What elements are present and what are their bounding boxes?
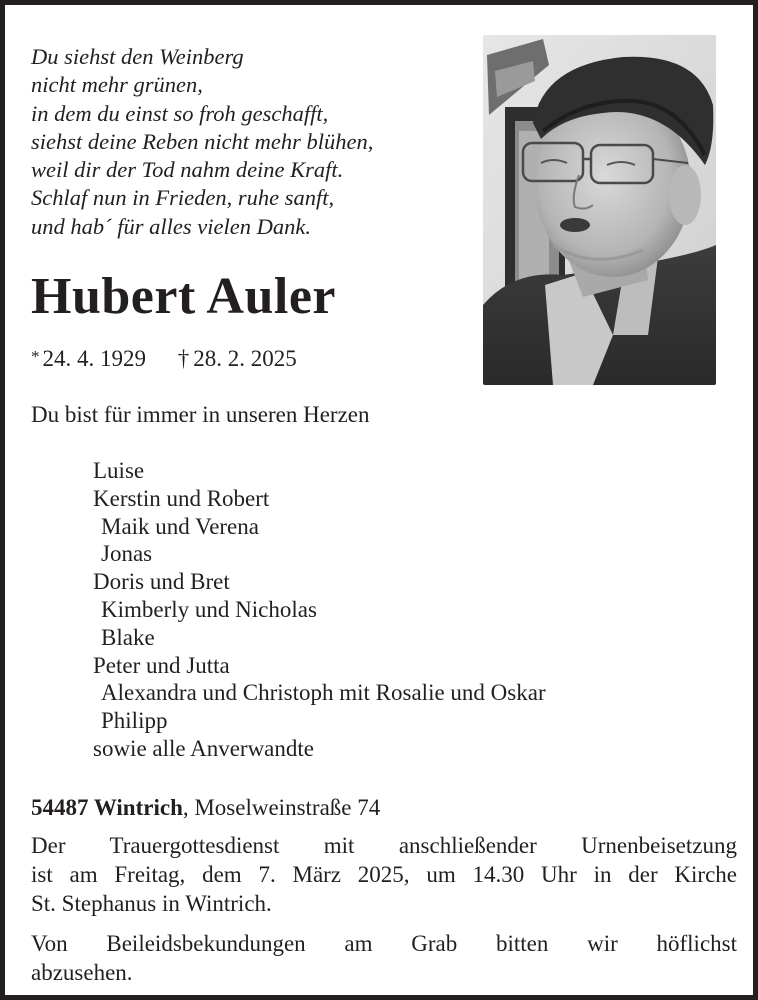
poem-line: in dem du einst so froh geschafft, — [31, 100, 329, 126]
request-line: abzusehen. — [31, 960, 133, 985]
poem-line: nicht mehr grünen, — [31, 72, 203, 98]
mourner-entry: Maik und Verena — [101, 513, 259, 539]
deceased-name: Hubert Auler — [31, 268, 336, 325]
mourner-entry: Peter und Jutta — [93, 652, 230, 678]
mourner-entry: Doris und Bret — [93, 569, 230, 595]
mourner-entry: Jonas — [101, 541, 153, 567]
family-address — [31, 793, 380, 823]
mourner-entry: sowie alle Anverwandte — [93, 735, 314, 761]
portrait-illustration — [483, 35, 716, 385]
service-line: ist am Freitag, dem 7. März 2025, um 14.30 Uhr in der Kirche — [31, 862, 737, 887]
request-line: Von Beileidsbekundungen am Grab bitten wir höflichst — [31, 931, 737, 956]
mourner-entry: Luise — [93, 458, 145, 483]
address-street: , Moselweinstraße 74 — [182, 795, 381, 820]
mourners-list — [93, 457, 546, 763]
poem-line: und hab´ für alles vielen Dank. — [31, 213, 311, 239]
mourner-entry: Kimberly und Nicholas — [101, 596, 317, 622]
poem-line: Du siehst den Weinberg — [31, 44, 244, 69]
poem-line: siehst deine Reben nicht mehr blühen, — [31, 128, 374, 154]
condolence-request — [31, 929, 737, 987]
funeral-service-info — [31, 831, 737, 918]
birth-asterisk-icon: * — [31, 347, 40, 366]
memorial-poem — [31, 43, 471, 241]
poem-line: weil dir der Tod nahm deine Kraft. — [31, 157, 344, 183]
memorial-motto: Du bist für immer in unseren Herzen — [31, 402, 370, 427]
mourner-entry: Kerstin und Robert — [93, 485, 270, 511]
death-date: 28. 2. 2025 — [193, 346, 297, 371]
service-line: St. Stephanus in Wintrich. — [31, 891, 272, 916]
service-line: Der Trauergottesdienst mit anschließender Urnenbeisetzung — [31, 833, 737, 858]
mourner-entry: Philipp — [101, 708, 168, 734]
mourner-entry: Blake — [101, 624, 155, 650]
address-postal-city: 54487 Wintrich — [31, 795, 183, 820]
portrait-photo — [483, 35, 716, 385]
birth-date: 24. 4. 1929 — [42, 346, 146, 371]
death-dagger-icon: † — [177, 346, 190, 371]
life-dates — [31, 342, 297, 374]
mourner-entry: Alexandra und Christoph mit Rosalie und Oskar — [101, 680, 546, 706]
poem-line: Schlaf nun in Frieden, ruhe sanft, — [31, 185, 335, 211]
